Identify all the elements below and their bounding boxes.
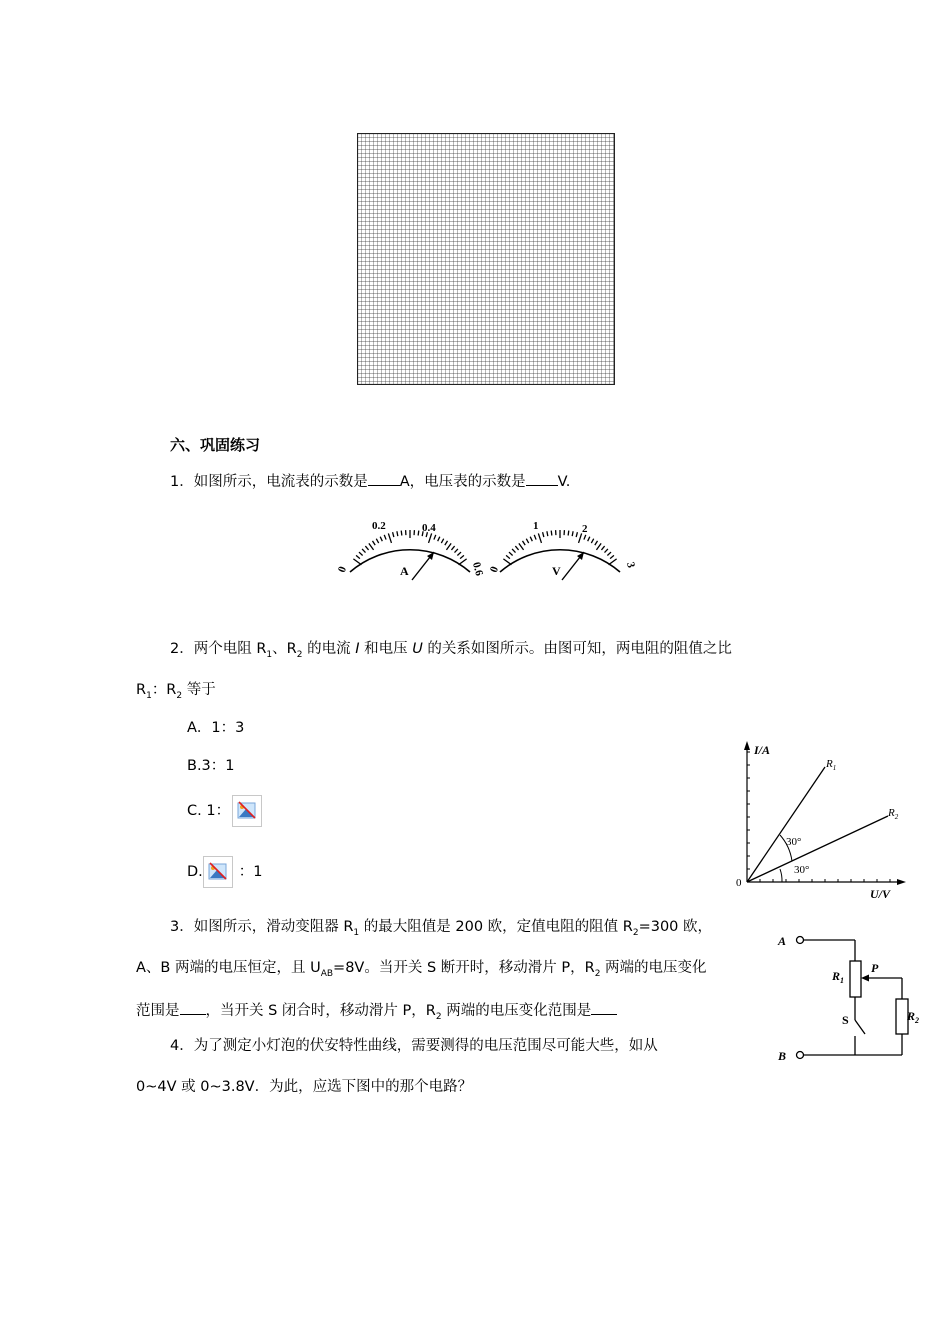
scale-tick: [353, 559, 361, 565]
slider-label: P: [871, 961, 879, 975]
voltmeter-symbol: V: [552, 564, 561, 578]
scale-tick: [393, 532, 394, 537]
question-4: 4．为了测定小灯泡的伏安特性曲线，需要测得的电压范围尽可能大些，如从: [170, 1038, 658, 1054]
scale-tick: [538, 533, 541, 543]
y-axis-label: I/A: [754, 743, 771, 757]
scale-tick: [522, 541, 525, 545]
scale-tick: [438, 537, 440, 542]
ammeter: [336, 520, 485, 580]
scale-tick: [365, 546, 368, 550]
scale-tick: [441, 539, 443, 543]
scale-tick: [506, 555, 510, 558]
angle-label: 30°: [786, 836, 802, 848]
line-r2: [747, 816, 888, 882]
question-2-line-2: $R_1$：$R_2$ 等于: [136, 682, 216, 701]
scale-tick: [526, 539, 528, 543]
scale-tick: [451, 546, 454, 550]
voltmeter-tick: 1: [533, 520, 539, 532]
circuit-diagram: [775, 925, 930, 1070]
scale-tick: [515, 546, 518, 550]
switch-label: S: [842, 1013, 849, 1027]
scale-tick: [530, 537, 532, 542]
angle-label: 30°: [794, 864, 810, 876]
grid-paper: [357, 133, 615, 385]
scale-tick: [445, 541, 448, 545]
x-axis-label: U/V: [870, 887, 891, 900]
question-1: 1．如图所示，电流表的示数是 A，电压表的示数是 V.: [170, 470, 570, 492]
answer-blank: [591, 999, 617, 1015]
line-r1: [747, 767, 825, 882]
origin-label: 0: [736, 877, 742, 889]
option-c[interactable]: C. 1：: [187, 795, 262, 827]
voltmeter-tick: 3: [623, 560, 637, 570]
scale-tick: [429, 533, 432, 543]
answer-blank: [526, 470, 558, 486]
scale-tick: [434, 535, 436, 540]
answer-blank: [180, 999, 206, 1015]
terminal-b: B: [778, 1049, 787, 1063]
scale-tick: [543, 532, 544, 537]
scale-tick: [534, 535, 536, 540]
scale-tick: [584, 535, 586, 540]
scale-tick: [369, 543, 374, 549]
scale-tick: [519, 543, 524, 549]
iu-graph: [730, 738, 910, 900]
section-title: 六、巩固练习: [170, 436, 261, 454]
scale-tick: [359, 552, 363, 555]
scale-tick: [380, 537, 382, 542]
scale-tick: [372, 541, 375, 545]
rheostat-r1: [850, 961, 861, 997]
r1-label: $R_1$: [832, 969, 845, 985]
scale-tick: [418, 531, 419, 536]
ammeter-tick: 0.2: [372, 520, 386, 532]
broken-image-icon: [232, 795, 262, 827]
option-a[interactable]: A．1：3: [187, 720, 245, 736]
voltmeter: [488, 520, 637, 580]
scale-tick: [397, 531, 398, 536]
scale-tick: [356, 555, 360, 558]
r1-label: $R_1$: [826, 758, 837, 772]
ammeter-symbol: A: [400, 564, 409, 578]
ammeter-tick: 0: [335, 564, 350, 575]
answer-blank: [368, 470, 400, 486]
slider-p: [861, 975, 869, 982]
scale-tick: [604, 549, 607, 553]
scale-tick: [601, 546, 604, 550]
broken-image-icon: [203, 856, 233, 888]
scale-tick: [568, 531, 569, 536]
scale-tick: [376, 539, 378, 543]
scale-tick: [572, 531, 573, 536]
scale-tick: [503, 559, 511, 565]
scale-tick: [610, 555, 614, 558]
scale-tick: [547, 531, 548, 536]
scale-tick: [591, 539, 593, 543]
terminal-a: A: [778, 934, 787, 948]
question-3-line-3: 范围是 ，当开关 S 闭合时，移动滑片 P，$R_2$ 两端的电压变化范围是: [136, 999, 617, 1027]
meter-figure: [330, 512, 640, 597]
scale-tick: [509, 552, 513, 555]
question-3: 3．如图所示，滑动变阻器 $R_1$ 的最大阻值是 200 欧，定值电阻的阻值 $R_2=300$ 欧，: [170, 919, 713, 938]
scale-tick: [460, 555, 464, 558]
option-b[interactable]: B.3：1: [187, 758, 235, 774]
scale-tick: [454, 549, 457, 553]
scale-tick: [388, 533, 391, 543]
scale-tick: [401, 531, 402, 536]
ammeter-tick: 0.6: [469, 560, 486, 578]
question-4-line-2: 0~4V 或 0~3.8V．为此，应选下图中的那个电路？: [136, 1079, 473, 1095]
scale-tick: [607, 552, 611, 555]
scale-tick: [588, 537, 590, 542]
scale-tick: [596, 543, 601, 549]
scale-tick: [459, 559, 467, 565]
scale-tick: [457, 552, 461, 555]
scale-tick: [609, 559, 617, 565]
scale-tick: [362, 549, 365, 553]
r2-label: $R_2$: [888, 807, 899, 821]
scale-tick: [595, 541, 598, 545]
scale-tick: [384, 535, 386, 540]
scale-tick: [576, 532, 577, 537]
question-3-line-2: A、B 两端的电压恒定，且 $U_{AB}=8V$。当开关 S 断开时，移动滑片 P，$R_2$ 两端的电压变化: [136, 960, 707, 979]
question-2: 2．两个电阻 $R_1$、$R_2$ 的电流 I 和电压 U 的关系如图所示。由图可知，两电阻的阻值之比: [170, 641, 732, 660]
scale-tick: [446, 543, 451, 549]
scale-tick: [512, 549, 515, 553]
r2-label: $R_2$: [907, 1009, 920, 1025]
ammeter-tick: 0.4: [422, 522, 436, 534]
scale-tick: [551, 531, 552, 536]
switch-s: [855, 1020, 865, 1034]
option-d[interactable]: D. ：1: [187, 856, 263, 888]
voltmeter-tick: 2: [582, 523, 588, 535]
voltmeter-tick: 0: [487, 564, 502, 575]
